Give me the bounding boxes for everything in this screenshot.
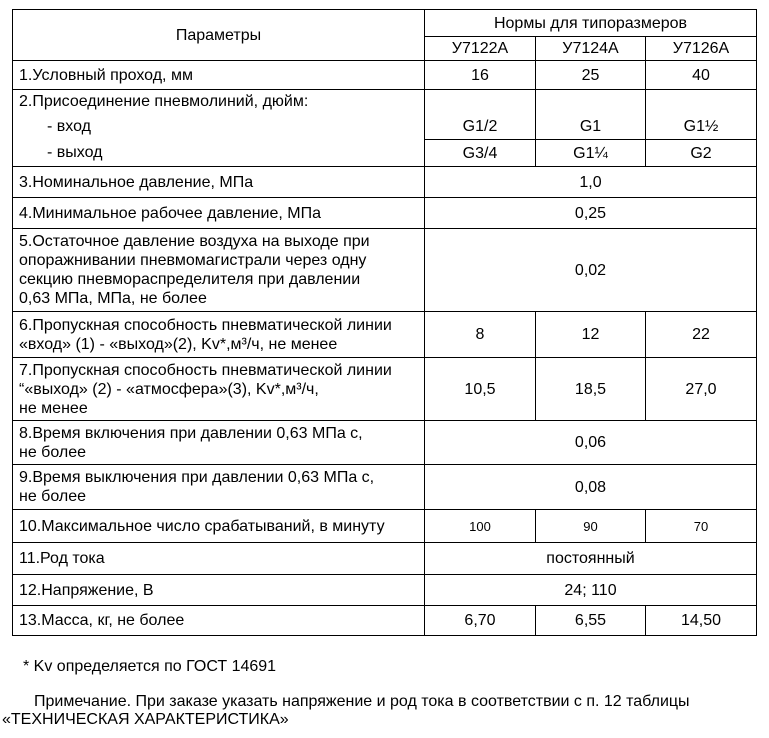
row-7-line: 7.Пропускная способность пневматической линии xyxy=(19,361,392,379)
row-9-line: 9.Время выключения при давлении 0,63 МПа с, xyxy=(19,469,375,486)
row-9-line: не более xyxy=(19,488,87,505)
row-12-label: 12.Напряжение, В xyxy=(13,575,425,606)
row-7-line: не менее xyxy=(19,399,88,417)
row-2-out-value: G2 xyxy=(646,140,757,167)
header-norms: Нормы для типоразмеров xyxy=(425,10,757,37)
row-7-label xyxy=(13,358,425,421)
row-2-out-label: - выход xyxy=(13,140,425,167)
note-line-1: Примечание. При заказе указать напряжение и род тока в соответствии с п. 12 таблицы xyxy=(34,693,690,710)
row-13-value: 6,55 xyxy=(536,606,646,636)
row-9-value: 0,08 xyxy=(425,465,757,510)
row-10-value: 70 xyxy=(646,510,757,543)
row-4-label: 4.Минимальное рабочее давление, МПа xyxy=(13,198,425,229)
header-model: У7126А xyxy=(646,37,757,61)
note-line-2: «ТЕХНИЧЕСКАЯ ХАРАКТЕРИСТИКА» xyxy=(2,711,289,728)
row-6-label xyxy=(13,312,425,358)
row-13-value: 14,50 xyxy=(646,606,757,636)
row-2-in-label: - вход xyxy=(13,114,425,140)
header-model: У7124А xyxy=(536,37,646,61)
row-3-label: 3.Номинальное давление, МПа xyxy=(13,167,425,198)
row-1-label: 1.Условный проход, мм xyxy=(13,61,425,90)
row-11-value: постоянный xyxy=(425,543,757,575)
row-6-value: 12 xyxy=(536,312,646,358)
row-7-line: “«выход» (2) - «атмосфера»(3), Kv*,м³/ч, xyxy=(19,380,319,398)
row-10-value: 90 xyxy=(536,510,646,543)
header-params: Параметры xyxy=(13,10,425,61)
row-10-value: 100 xyxy=(425,510,536,543)
row-7-value: 18,5 xyxy=(536,358,646,421)
row-12-value: 24; 110 xyxy=(425,575,757,606)
row-13-value: 6,70 xyxy=(425,606,536,636)
row-6-line: «вход» (1) - «выход»(2), Kv*,м³/ч, не менее xyxy=(19,335,338,353)
row-8-value: 0,06 xyxy=(425,421,757,465)
row-5-value: 0,02 xyxy=(425,229,757,312)
row-10-label: 10.Максимальное число срабатываний, в минуту xyxy=(13,510,425,543)
row-2-label: 2.Присоединение пневмолиний, дюйм: xyxy=(13,90,425,114)
row-6-line: 6.Пропускная способность пневматической линии xyxy=(19,316,392,334)
row-3-value: 1,0 xyxy=(425,167,757,198)
row-11-label: 11.Род тока xyxy=(13,543,425,575)
row-8-line: не более xyxy=(19,443,87,461)
row-2-in-value: G1½ xyxy=(646,114,757,140)
row-2-blank xyxy=(646,90,757,114)
row-4-value: 0,25 xyxy=(425,198,757,229)
row-2-in-value: G1 xyxy=(536,114,646,140)
row-5-line: 5.Остаточное давление воздуха на выходе при xyxy=(19,233,370,250)
header-model: У7122А xyxy=(425,37,536,61)
footnote: * Kv определяется по ГОСТ 14691 xyxy=(23,658,277,675)
row-13-label: 13.Масса, кг, не более xyxy=(13,606,425,636)
row-2-blank xyxy=(536,90,646,114)
row-1-value: 16 xyxy=(425,61,536,90)
row-5-line: 0,63 МПа, МПа, не более xyxy=(19,290,207,307)
row-2-blank xyxy=(425,90,536,114)
row-8-line: 8.Время включения при давлении 0,63 МПа с, xyxy=(19,424,363,442)
row-1-value: 25 xyxy=(536,61,646,90)
row-9-label xyxy=(13,465,425,510)
row-5-line: секцию пневмораспределителя при давлении xyxy=(19,271,361,288)
row-2-out-value: G1¼ xyxy=(536,140,646,167)
row-1-value: 40 xyxy=(646,61,757,90)
row-5-label xyxy=(13,229,425,312)
row-6-value: 8 xyxy=(425,312,536,358)
row-8-label xyxy=(13,421,425,465)
row-2-out-value: G3/4 xyxy=(425,140,536,167)
row-5-line: опоражнивании пневмомагистрали через одну xyxy=(19,252,367,269)
row-2-in-value: G1/2 xyxy=(425,114,536,140)
row-7-value: 27,0 xyxy=(646,358,757,421)
specifications-table xyxy=(12,9,757,636)
row-6-value: 22 xyxy=(646,312,757,358)
row-7-value: 10,5 xyxy=(425,358,536,421)
